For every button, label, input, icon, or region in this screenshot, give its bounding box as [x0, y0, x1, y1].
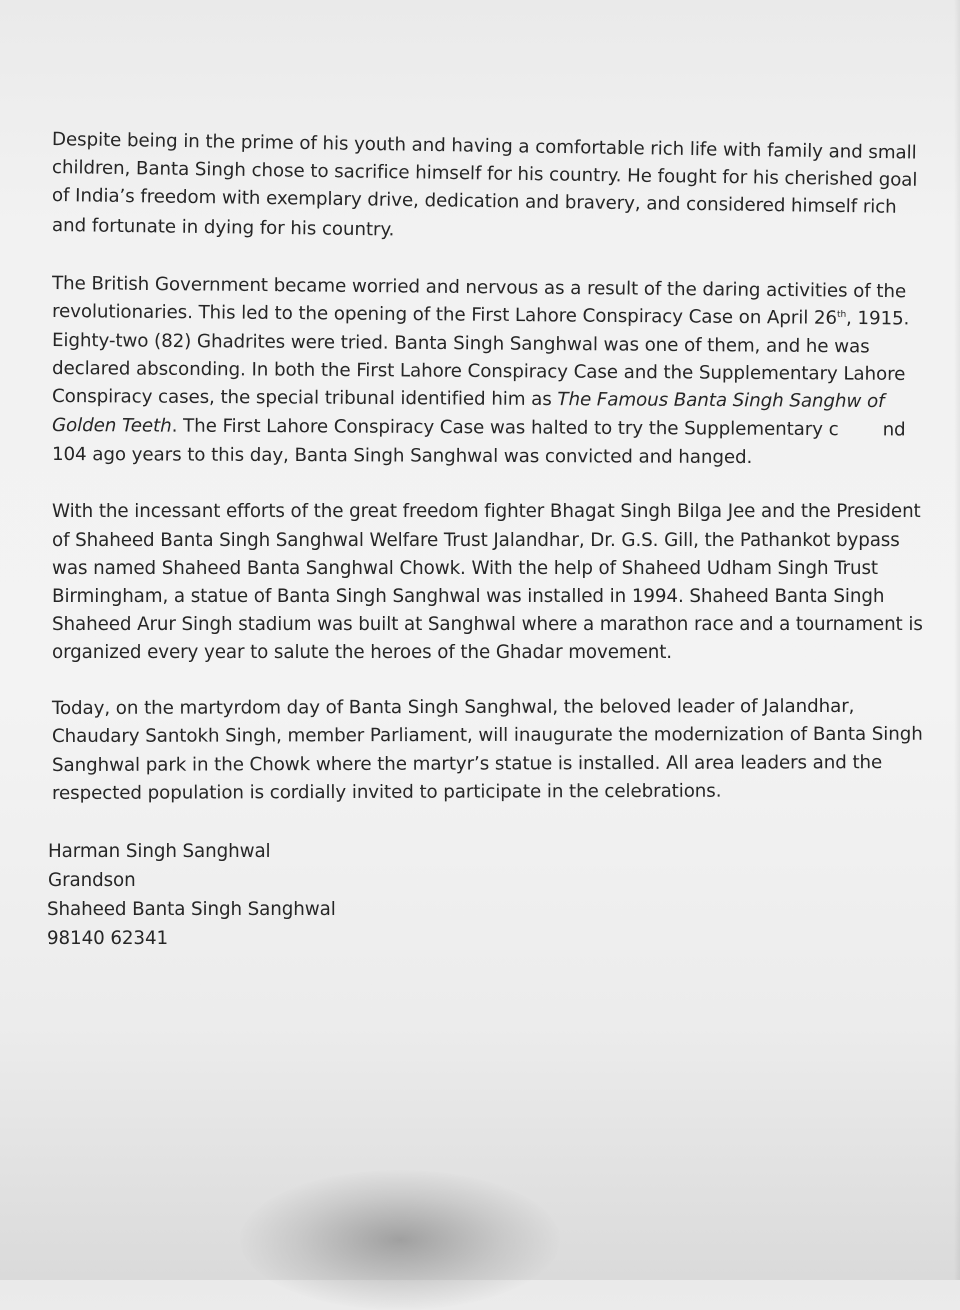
- date-suffix: th: [836, 309, 847, 320]
- text-line: [52, 414, 906, 442]
- signature-phone: 98140 62341: [47, 928, 169, 949]
- text-line: Sanghwal park in the Chowk where the martyr’s statue is installed. All area leaders and the: [51, 752, 883, 776]
- text-line: Birmingham, a statue of Banta Singh Sanghwal was installed in 1994. Shaheed Banta Singh: [52, 586, 885, 607]
- text-segment: Conspiracy cases, the special tribunal identified him as: [51, 386, 558, 411]
- text-line: organized every year to salute the heroes of the Ghadar movement.: [52, 642, 672, 663]
- text-line: of India’s freedom with exemplary drive, dedication and bravery, and considered himself rich: [51, 185, 897, 218]
- signature-name: Harman Singh Sanghwal: [48, 841, 271, 862]
- text-line: With the incessant efforts of the great freedom fighter Bhagat Singh Bilga Jee and the President: [52, 501, 921, 522]
- text-line: children, Banta Singh chose to sacrifice himself for his country. He fought for his cherished goal: [51, 157, 918, 191]
- text-segment: nd: [882, 419, 906, 441]
- text-line: Chaudary Santokh Singh, member Parliament, will inaugurate the modernization of Banta Singh: [51, 723, 923, 747]
- text-line: [52, 300, 910, 331]
- text-line: declared absconding. In both the First Lahore Conspiracy Case and the Supplementary Lahore: [51, 358, 906, 385]
- text-line: Shaheed Arur Singh stadium was built at Sanghwal where a marathon race and a tournament is: [52, 614, 923, 635]
- text-line: Today, on the martyrdom day of Banta Singh Sanghwal, the beloved leader of Jalandhar,: [51, 695, 855, 719]
- italic-golden-teeth: Golden Teeth: [51, 415, 172, 437]
- signature-of: Shaheed Banta Singh Sanghwal: [47, 899, 336, 920]
- text-segment: . The First Lahore Conspiracy Case was halted to try the Supplementary c: [171, 415, 839, 441]
- text-line: The British Government became worried and nervous as a result of the daring activities of the: [51, 273, 907, 303]
- italic-name: The Famous Banta Singh Sanghw: [557, 389, 862, 412]
- text-segment: revolutionaries. This led to the opening of the First Lahore Conspiracy Case on April 26: [51, 301, 838, 329]
- text-line: was named Shaheed Banta Sanghwal Chowk. With the help of Shaheed Udham Singh Trust: [52, 558, 878, 579]
- text-line: Despite being in the prime of his youth and having a comfortable rich life with family and small: [51, 129, 917, 164]
- text-segment: , 1915.: [845, 307, 910, 330]
- text-line: Eighty-two (82) Ghadrites were tried. Banta Singh Sanghwal was one of them, and he was: [51, 330, 870, 358]
- text-line: and fortunate in dying for his country.: [51, 215, 395, 241]
- finger-shadow: [240, 1170, 560, 1310]
- text-line: of Shaheed Banta Singh Sanghwal Welfare Trust Jalandhar, Dr. G.S. Gill, the Pathankot bypass: [52, 530, 900, 551]
- text-line: 104 ago years to this day, Banta Singh Sanghwal was convicted and hanged.: [51, 444, 753, 469]
- signature-relation: Grandson: [48, 870, 136, 891]
- italic-name-tail: of: [861, 390, 885, 413]
- text-line: respected population is cordially invited to participate in the celebrations.: [51, 780, 722, 804]
- paper-edge-shade: [954, 0, 960, 1280]
- text-line: [52, 385, 885, 414]
